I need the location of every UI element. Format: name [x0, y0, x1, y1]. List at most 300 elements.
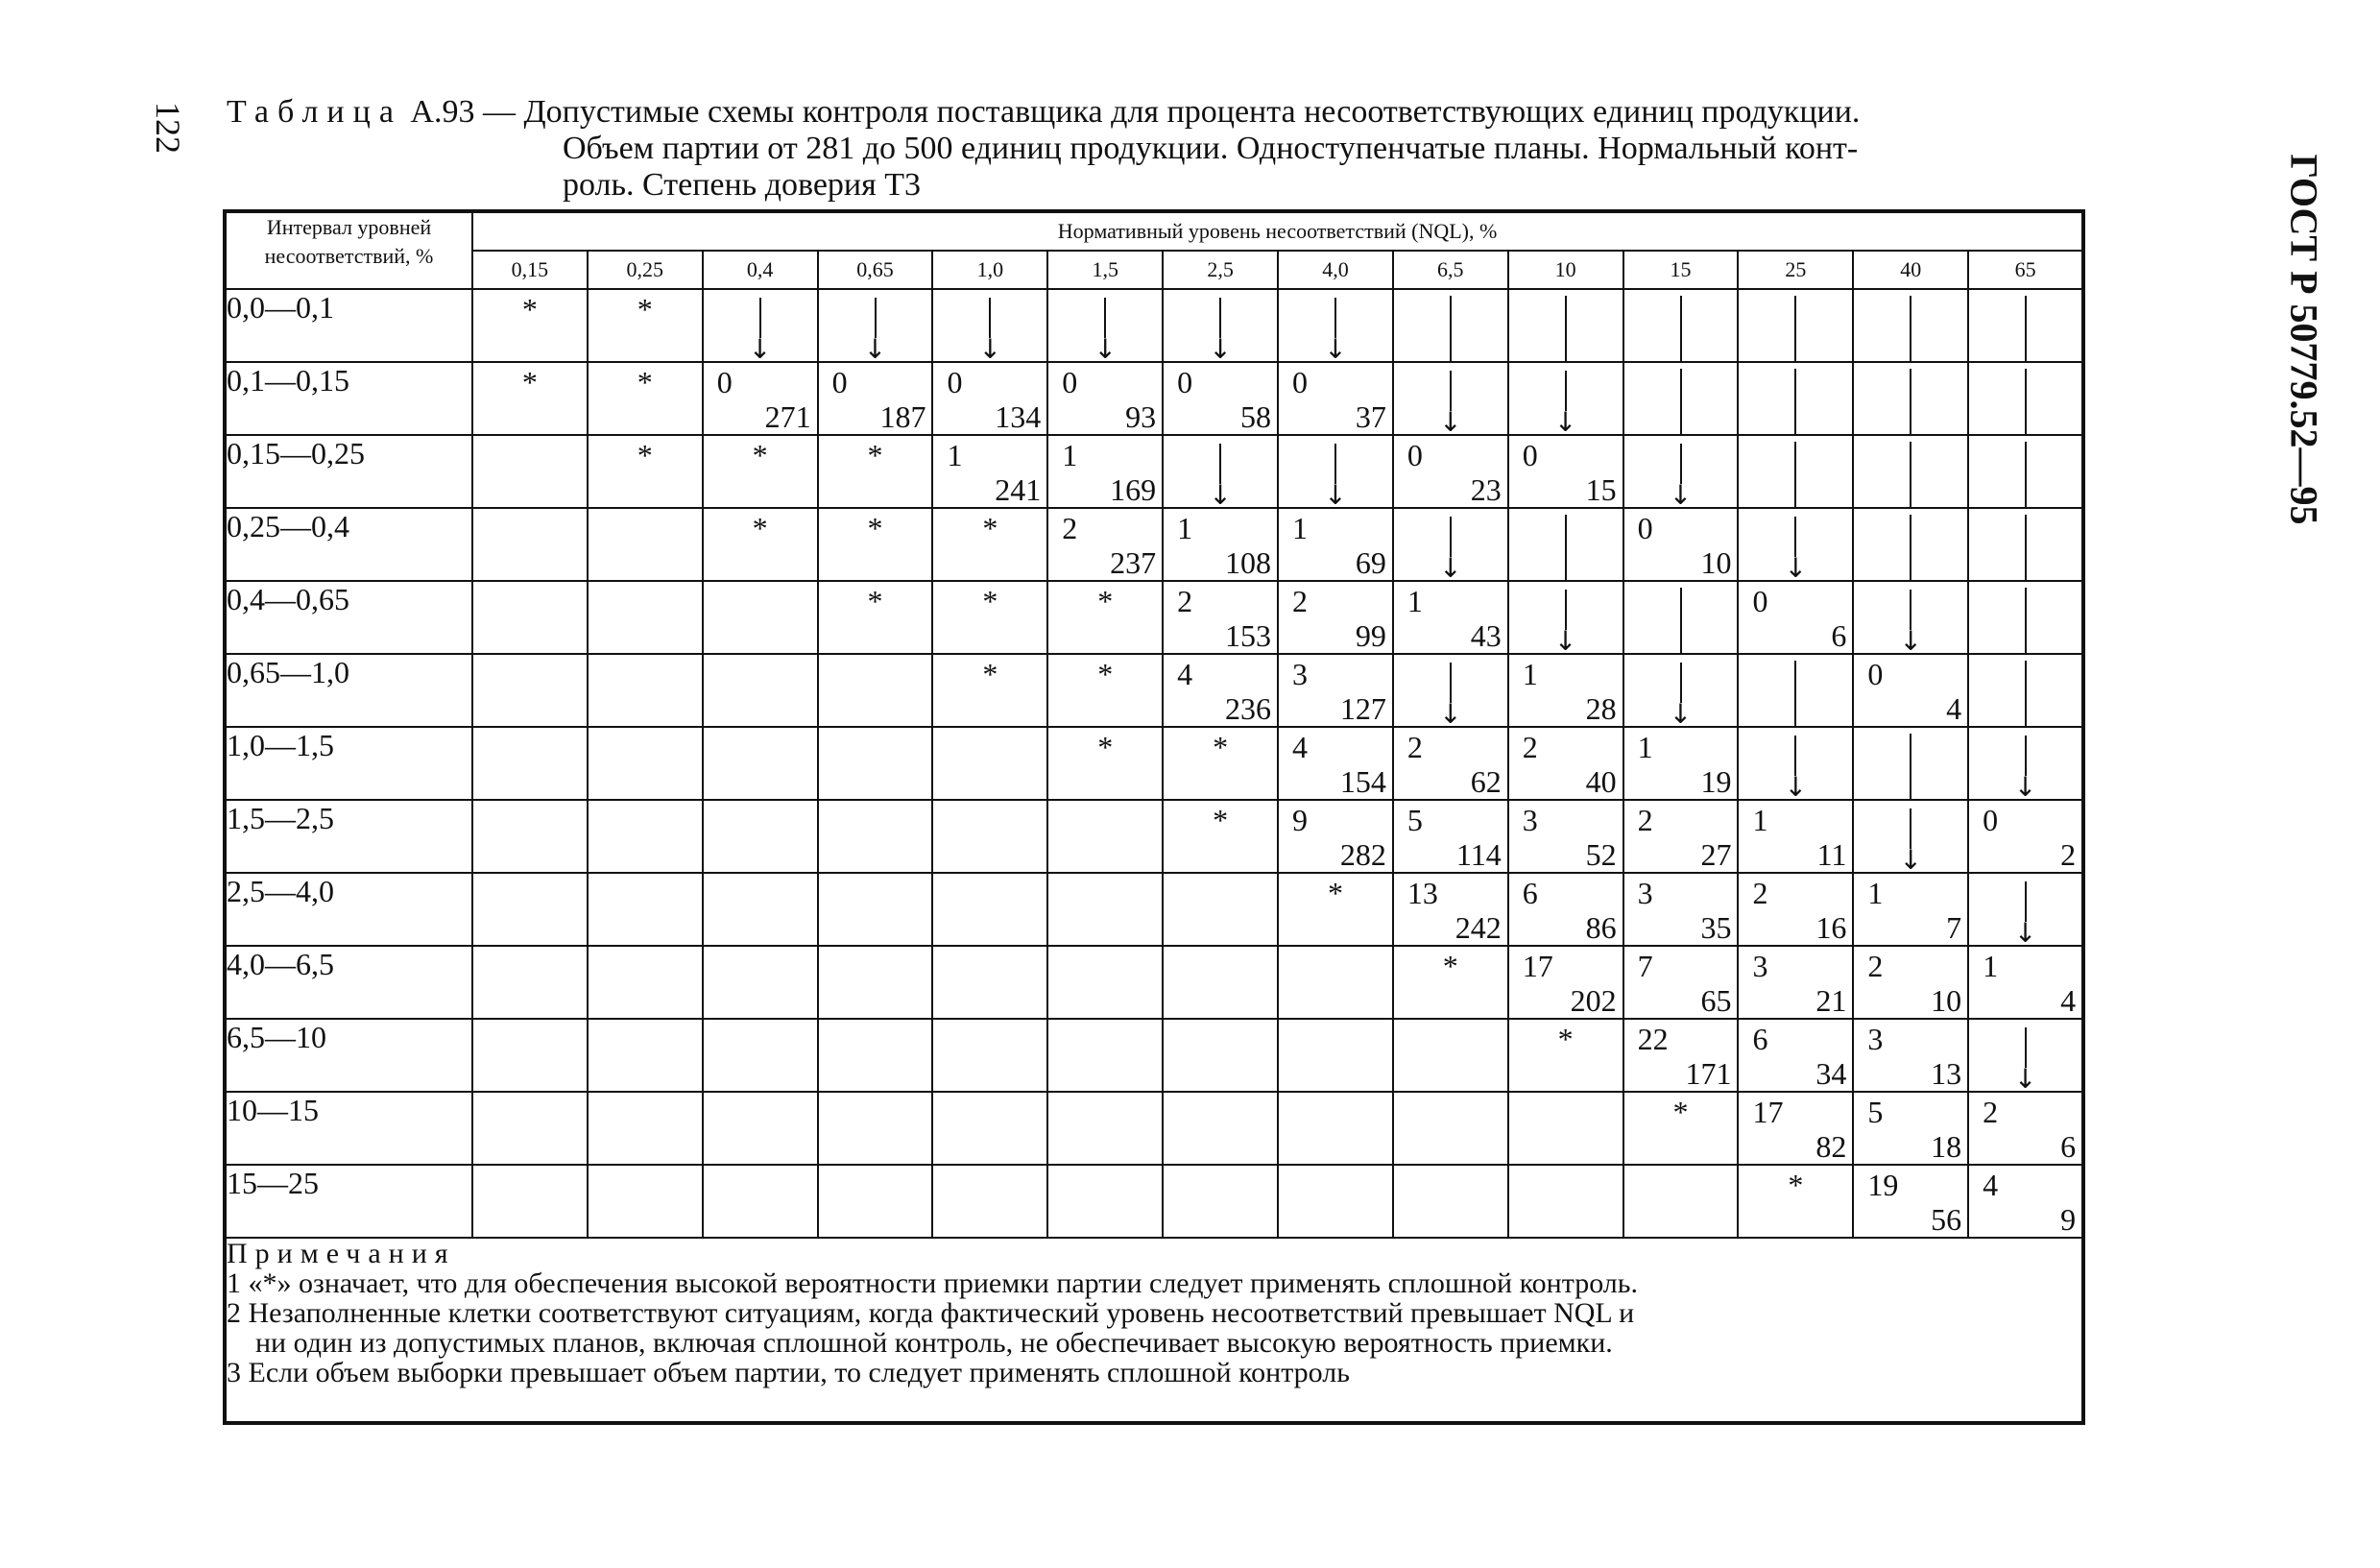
sample-size: 34	[1815, 1056, 1847, 1091]
acceptance-number: 3	[1637, 876, 1653, 910]
star-symbol: *	[867, 511, 883, 545]
empty-cell	[588, 581, 703, 654]
arrow-line-icon	[1508, 508, 1623, 581]
note-1: 1 «*» означает, что для обеспечения высокой вероятности приемки партии следует применять сплошной контроль.	[227, 1267, 1638, 1299]
sample-size: 10	[1931, 983, 1962, 1018]
acceptance-number: 1	[1522, 657, 1538, 691]
arrow-shaft	[2025, 296, 2027, 362]
empty-cell	[703, 1092, 818, 1165]
nql-value: 10	[1508, 251, 1623, 289]
full-inspection-mark	[1508, 1019, 1623, 1092]
plan-cell	[1278, 581, 1393, 654]
empty-cell	[1278, 1019, 1393, 1092]
empty-cell	[703, 800, 818, 873]
sample-size: 35	[1700, 910, 1732, 945]
arrow-shaft	[2025, 1027, 2027, 1068]
plan-cell	[1508, 873, 1623, 946]
arrow-shaft	[1910, 515, 1911, 581]
plan-cell	[1738, 1019, 1853, 1092]
nql-header: Нормативный уровень несоответствий (NQL), %	[472, 211, 2083, 251]
empty-cell	[1278, 1165, 1393, 1238]
empty-cell	[1047, 873, 1163, 946]
plan-cell	[1163, 362, 1278, 435]
empty-cell	[588, 873, 703, 946]
acceptance-number: 1	[947, 438, 963, 472]
arrow-line-icon	[1853, 508, 1968, 581]
plan-cell	[1163, 508, 1278, 581]
empty-cell	[472, 800, 588, 873]
arrow-line-icon	[1623, 362, 1739, 435]
plan-cell	[1853, 873, 1968, 946]
sample-size: 28	[1585, 691, 1617, 726]
acceptance-number: 2	[1292, 584, 1309, 618]
empty-cell	[1508, 1165, 1623, 1238]
table-row	[225, 1019, 2083, 1092]
empty-cell	[472, 946, 588, 1019]
sample-size: 4	[1946, 691, 1962, 726]
arrow-shaft	[2025, 442, 2027, 508]
sample-size: 7	[1946, 910, 1962, 945]
table-row	[225, 1165, 2083, 1238]
arrow-shaft	[1910, 296, 1911, 362]
acceptance-number: 2	[1867, 949, 1884, 983]
range-cell: 0,4—0,65	[225, 581, 472, 654]
acceptance-number: 1	[1292, 511, 1309, 545]
arrow-shaft	[1219, 444, 1221, 484]
plan-cell	[1968, 946, 2083, 1019]
acceptance-number: 0	[831, 365, 848, 399]
arrow-shaft	[1565, 371, 1567, 411]
empty-cell	[588, 1092, 703, 1165]
star-symbol: *	[637, 438, 653, 472]
plan-cell	[1623, 946, 1739, 1019]
acceptance-number: 3	[1522, 803, 1538, 837]
full-inspection-mark	[703, 508, 818, 581]
plan-cell	[1047, 508, 1163, 581]
full-inspection-mark	[1047, 727, 1163, 800]
empty-cell	[472, 873, 588, 946]
empty-cell	[588, 508, 703, 581]
empty-cell	[1163, 873, 1278, 946]
notes-title: Примечания	[227, 1238, 456, 1269]
table-row	[225, 508, 2083, 581]
plan-cell	[1623, 1019, 1739, 1092]
arrow-down-icon	[1738, 727, 1853, 800]
empty-cell	[588, 946, 703, 1019]
acceptance-number: 6	[1752, 1022, 1768, 1056]
sample-size: 236	[1225, 691, 1272, 726]
acceptance-number: 4	[1292, 730, 1309, 764]
nql-value: 0,65	[818, 251, 933, 289]
acceptance-number: 7	[1637, 949, 1653, 983]
plan-cell	[1393, 800, 1508, 873]
empty-cell	[1278, 946, 1393, 1019]
star-symbol: *	[982, 584, 998, 618]
arrow-shaft	[1680, 588, 1682, 654]
arrow-down-icon	[1738, 508, 1853, 581]
acceptance-number: 0	[1637, 511, 1653, 545]
acceptance-number: 4	[1983, 1168, 1999, 1202]
empty-cell	[1047, 1092, 1163, 1165]
full-inspection-mark	[588, 435, 703, 508]
empty-cell	[472, 1165, 588, 1238]
range-cell: 6,5—10	[225, 1019, 472, 1092]
arrow-shaft	[1794, 442, 1796, 508]
plan-cell	[1623, 727, 1739, 800]
arrow-down-icon	[1393, 654, 1508, 727]
arrow-line-icon	[1738, 362, 1853, 435]
sample-size: 11	[1816, 837, 1847, 872]
star-symbol: *	[1097, 657, 1114, 691]
sample-size: 171	[1685, 1056, 1732, 1091]
arrow-line-icon	[1623, 581, 1739, 654]
table-title-line2: Объем партии от 281 до 500 единиц продукции. Одноступенчатые планы. Нормальный конт-	[563, 131, 1859, 166]
arrow-down-icon	[1163, 289, 1278, 362]
empty-cell	[1047, 946, 1163, 1019]
empty-cell	[1047, 1165, 1163, 1238]
nql-value: 6,5	[1393, 251, 1508, 289]
arrow-shaft	[1794, 661, 1796, 727]
empty-cell	[1047, 800, 1163, 873]
nql-value: 1,0	[932, 251, 1047, 289]
empty-cell	[472, 508, 588, 581]
star-symbol: *	[982, 511, 998, 545]
range-cell: 4,0—6,5	[225, 946, 472, 1019]
arrow-head-icon: ↓	[1324, 479, 1347, 508]
plan-cell	[1968, 800, 2083, 873]
table-row	[225, 362, 2083, 435]
arrow-line-icon	[1853, 289, 1968, 362]
arrow-line-icon	[1853, 435, 1968, 508]
empty-cell	[818, 727, 933, 800]
star-symbol: *	[752, 438, 768, 472]
plan-cell	[818, 362, 933, 435]
plan-cell	[1508, 435, 1623, 508]
table-title	[227, 94, 2079, 204]
star-symbol: *	[982, 657, 998, 691]
empty-cell	[472, 581, 588, 654]
acceptance-number: 1	[1983, 949, 1999, 983]
acceptance-number: 1	[1062, 438, 1078, 472]
standard-code: ГОСТ Р 50779.52—95	[2282, 154, 2326, 525]
arrow-line-icon	[1393, 289, 1508, 362]
empty-cell	[703, 873, 818, 946]
sample-size: 114	[1455, 837, 1502, 872]
arrow-shaft	[2025, 515, 2027, 581]
empty-cell	[818, 1019, 933, 1092]
sample-size: 153	[1225, 618, 1272, 653]
arrow-head-icon: ↓	[1439, 406, 1462, 435]
range-cell: 2,5—4,0	[225, 873, 472, 946]
arrow-head-icon: ↓	[1553, 406, 1577, 435]
arrow-head-icon: ↓	[1439, 552, 1462, 581]
empty-cell	[932, 1165, 1047, 1238]
full-inspection-mark	[588, 289, 703, 362]
empty-cell	[818, 1092, 933, 1165]
empty-cell	[932, 1019, 1047, 1092]
sample-size: 10	[1700, 545, 1732, 580]
arrow-line-icon	[1968, 435, 2083, 508]
acceptance-number: 3	[1292, 657, 1309, 691]
empty-cell	[472, 654, 588, 727]
empty-cell	[1393, 1165, 1508, 1238]
empty-cell	[932, 946, 1047, 1019]
acceptance-number: 2	[1983, 1095, 1999, 1129]
full-inspection-mark	[932, 581, 1047, 654]
star-symbol: *	[637, 292, 653, 326]
arrow-down-icon	[1968, 727, 2083, 800]
empty-cell	[1508, 1092, 1623, 1165]
sample-size: 241	[995, 472, 1042, 507]
arrow-down-icon	[1163, 435, 1278, 508]
plan-cell	[1623, 873, 1739, 946]
plans-table	[223, 209, 2085, 1425]
acceptance-number: 1	[1867, 876, 1884, 910]
empty-cell	[1163, 1019, 1278, 1092]
table-title-label: Таблица	[227, 94, 402, 130]
arrow-down-icon	[1508, 581, 1623, 654]
empty-cell	[818, 654, 933, 727]
empty-cell	[703, 727, 818, 800]
acceptance-number: 2	[1637, 803, 1653, 837]
sample-size: 40	[1585, 764, 1617, 799]
range-cell: 0,25—0,4	[225, 508, 472, 581]
acceptance-number: 1	[1177, 511, 1193, 545]
arrow-head-icon: ↓	[978, 333, 1002, 362]
arrow-shaft	[759, 298, 761, 338]
sample-size: 18	[1931, 1129, 1962, 1164]
arrow-shaft	[1794, 369, 1796, 435]
sample-size: 99	[1355, 618, 1386, 653]
sample-size: 37	[1355, 399, 1386, 434]
range-cell: 0,0—0,1	[225, 289, 472, 362]
plan-cell	[1163, 581, 1278, 654]
acceptance-number: 2	[1752, 876, 1768, 910]
arrow-head-icon: ↓	[1669, 479, 1693, 508]
arrow-down-icon	[818, 289, 933, 362]
arrow-shaft	[2025, 588, 2027, 654]
note-2a: 2 Незаполненные клетки соответствуют ситуациям, когда фактический уровень несоответствий превышает NQL и	[227, 1297, 1635, 1329]
plan-cell	[1738, 1092, 1853, 1165]
arrow-shaft	[1565, 590, 1567, 630]
range-cell: 0,1—0,15	[225, 362, 472, 435]
plan-cell	[1278, 508, 1393, 581]
empty-cell	[703, 946, 818, 1019]
acceptance-number: 17	[1522, 949, 1553, 983]
sample-size: 202	[1570, 983, 1617, 1018]
sample-size: 6	[2060, 1129, 2077, 1164]
note-2b: ни один из допустимых планов, включая сплошной контроль, не обеспечивает высокую вероятность приемки.	[255, 1327, 1613, 1359]
table-row	[225, 946, 2083, 1019]
empty-cell	[818, 800, 933, 873]
arrow-head-icon: ↓	[1209, 479, 1232, 508]
empty-cell	[472, 1092, 588, 1165]
empty-cell	[1393, 1019, 1508, 1092]
table-row	[225, 800, 2083, 873]
acceptance-number: 1	[1752, 803, 1768, 837]
page-number: 122	[149, 102, 187, 154]
acceptance-number: 5	[1867, 1095, 1884, 1129]
arrow-down-icon	[1968, 873, 2083, 946]
plan-cell	[1738, 946, 1853, 1019]
arrow-down-icon	[1853, 800, 1968, 873]
sample-size: 108	[1225, 545, 1272, 580]
arrow-line-icon	[1738, 289, 1853, 362]
full-inspection-mark	[1278, 873, 1393, 946]
acceptance-number: 0	[1406, 438, 1423, 472]
arrow-line-icon	[1508, 289, 1623, 362]
acceptance-number: 5	[1406, 803, 1423, 837]
full-inspection-mark	[1047, 654, 1163, 727]
empty-cell	[932, 800, 1047, 873]
arrow-down-icon	[1853, 581, 1968, 654]
plan-cell	[932, 435, 1047, 508]
arrow-head-icon: ↓	[748, 333, 772, 362]
sample-size: 93	[1125, 399, 1157, 434]
plan-cell	[1968, 1165, 2083, 1238]
table-row	[225, 1092, 2083, 1165]
star-symbol: *	[1097, 584, 1114, 618]
arrow-head-icon: ↓	[1669, 698, 1693, 727]
plan-cell	[1853, 654, 1968, 727]
sample-size: 52	[1585, 837, 1617, 872]
sample-size: 4	[2060, 983, 2077, 1018]
acceptance-number: 0	[1983, 803, 1999, 837]
empty-cell	[932, 873, 1047, 946]
nql-value: 0,4	[703, 251, 818, 289]
full-inspection-mark	[818, 508, 933, 581]
arrow-shaft	[1910, 369, 1911, 435]
arrow-shaft	[1910, 442, 1911, 508]
plan-cell	[1047, 435, 1163, 508]
star-symbol: *	[1442, 949, 1458, 983]
table-row	[225, 435, 2083, 508]
arrow-shaft	[1565, 296, 1567, 362]
plan-cell	[1738, 873, 1853, 946]
empty-cell	[588, 1165, 703, 1238]
arrow-head-icon: ↓	[2013, 917, 2037, 946]
acceptance-number: 0	[1752, 584, 1768, 618]
sample-size: 187	[879, 399, 926, 434]
plan-cell	[1508, 946, 1623, 1019]
table-title-line1: А.93 — Допустимые схемы контроля поставщика для процента несоответствующих единиц продукции.	[410, 94, 1861, 130]
plan-cell	[1163, 654, 1278, 727]
range-cell: 0,15—0,25	[225, 435, 472, 508]
star-symbol: *	[1327, 876, 1343, 910]
plan-cell	[1853, 946, 1968, 1019]
arrow-line-icon	[1968, 289, 2083, 362]
acceptance-number: 0	[716, 365, 733, 399]
acceptance-number: 0	[1522, 438, 1538, 472]
empty-cell	[472, 1019, 588, 1092]
range-cell: 0,65—1,0	[225, 654, 472, 727]
nql-value: 15	[1623, 251, 1739, 289]
arrow-shaft	[1450, 296, 1452, 362]
arrow-down-icon	[1968, 1019, 2083, 1092]
arrow-shaft	[1450, 517, 1452, 557]
full-inspection-mark	[703, 435, 818, 508]
sample-size: 2	[2060, 837, 2077, 872]
full-inspection-mark	[932, 654, 1047, 727]
sample-size: 82	[1815, 1129, 1847, 1164]
table-row	[225, 289, 2083, 362]
star-symbol: *	[1213, 803, 1229, 837]
empty-cell	[818, 946, 933, 1019]
star-symbol: *	[1672, 1095, 1689, 1129]
empty-cell	[588, 800, 703, 873]
table-title-line3: роль. Степень доверия Т3	[563, 167, 922, 203]
arrow-shaft	[1219, 298, 1221, 338]
plan-cell	[1393, 727, 1508, 800]
arrow-down-icon	[932, 289, 1047, 362]
sample-size: 6	[1831, 618, 1847, 653]
plan-cell	[1047, 362, 1163, 435]
plan-cell	[1853, 1019, 1968, 1092]
arrow-head-icon: ↓	[1553, 625, 1577, 654]
nql-value: 25	[1738, 251, 1853, 289]
plan-cell	[1278, 800, 1393, 873]
arrow-line-icon	[1968, 654, 2083, 727]
full-inspection-mark	[472, 289, 588, 362]
plan-cell	[1508, 727, 1623, 800]
arrow-shaft	[1680, 296, 1682, 362]
star-symbol: *	[1788, 1168, 1804, 1202]
full-inspection-mark	[1393, 946, 1508, 1019]
plan-cell	[1738, 581, 1853, 654]
sample-size: 237	[1110, 545, 1157, 580]
sample-size: 27	[1700, 837, 1732, 872]
arrow-shaft	[2025, 881, 2027, 922]
arrow-line-icon	[1968, 581, 2083, 654]
plan-cell	[703, 362, 818, 435]
full-inspection-mark	[1163, 800, 1278, 873]
sample-size: 23	[1470, 472, 1502, 507]
arrow-shaft	[989, 298, 991, 338]
full-inspection-mark	[1163, 727, 1278, 800]
nql-value: 0,25	[588, 251, 703, 289]
arrow-shaft	[1910, 808, 1911, 849]
arrow-down-icon	[1047, 289, 1163, 362]
sample-size: 282	[1339, 837, 1386, 872]
star-symbol: *	[867, 438, 883, 472]
empty-cell	[1623, 1165, 1739, 1238]
full-inspection-mark	[932, 508, 1047, 581]
arrow-head-icon: ↓	[1209, 333, 1232, 362]
sample-size: 58	[1240, 399, 1272, 434]
arrow-shaft	[1910, 590, 1911, 630]
sample-size: 15	[1585, 472, 1617, 507]
note-3: 3 Если объем выборки превышает объем партии, то следует применять сплошной контроль	[227, 1357, 1350, 1388]
arrow-down-icon	[1508, 362, 1623, 435]
arrow-line-icon	[1853, 362, 1968, 435]
acceptance-number: 19	[1867, 1168, 1899, 1202]
sample-size: 134	[995, 399, 1042, 434]
acceptance-number: 0	[947, 365, 963, 399]
empty-cell	[703, 1019, 818, 1092]
plan-cell	[1508, 800, 1623, 873]
star-symbol: *	[1097, 730, 1114, 764]
arrow-head-icon: ↓	[1899, 625, 1922, 654]
acceptance-number: 13	[1406, 876, 1438, 910]
plan-cell	[1393, 581, 1508, 654]
plan-cell	[1278, 362, 1393, 435]
sample-size: 69	[1355, 545, 1386, 580]
plan-cell	[1853, 1165, 1968, 1238]
acceptance-number: 3	[1867, 1022, 1884, 1056]
table-row	[225, 654, 2083, 727]
arrow-line-icon	[1968, 508, 2083, 581]
empty-cell	[818, 1165, 933, 1238]
